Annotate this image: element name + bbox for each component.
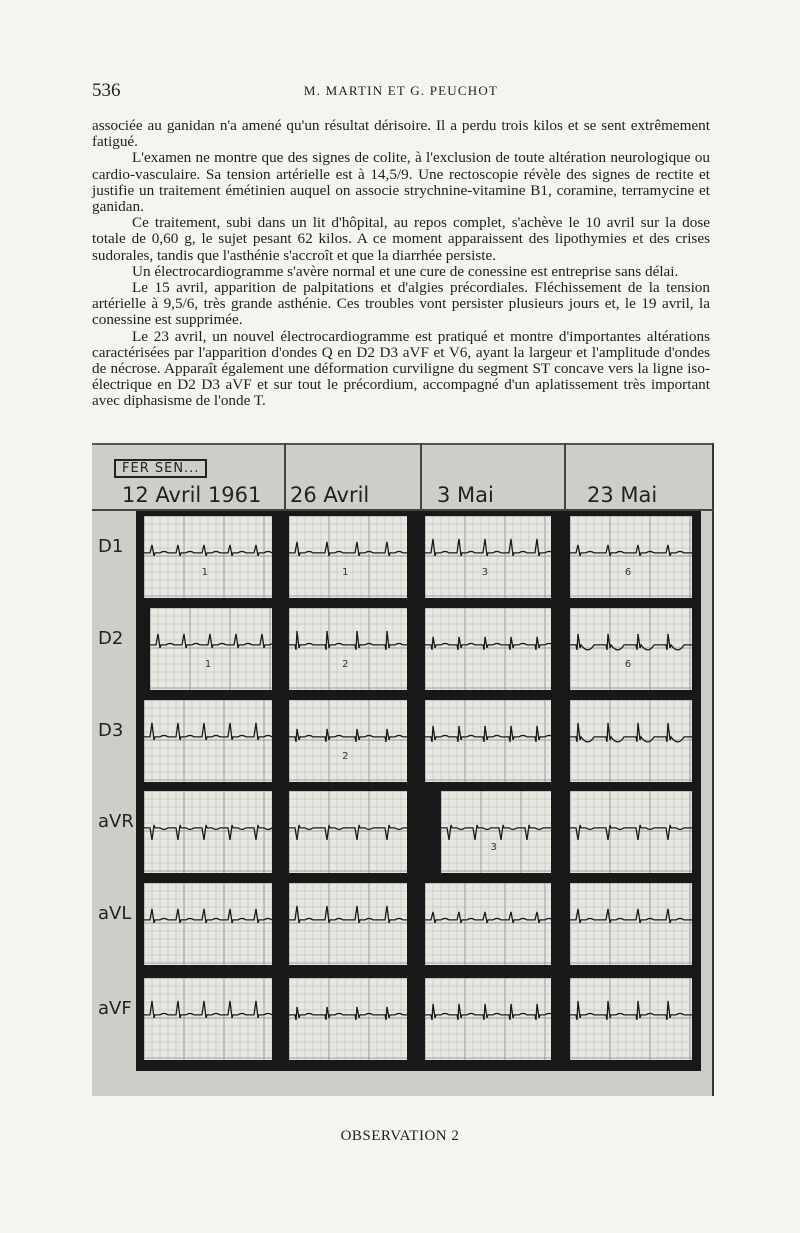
- page-header: [92, 80, 710, 102]
- paragraph: L'examen ne montre que des signes de colite, à l'exclusion de toute altération neurologique ou cardio-vasculaire. Sa tension artérielle est à 14,5/9. Une rectoscopie révèle des signes de rectite et justifie un traitement émétinien auquel on associe strychnine-vitamine B1, coramine, terramycine et ganidan.: [92, 149, 710, 216]
- ecg-strip: [150, 608, 272, 690]
- ecg-strip: [425, 608, 551, 690]
- ecg-strip: [570, 516, 692, 598]
- ecg-strip: [289, 700, 407, 782]
- column-divider: [284, 443, 286, 511]
- ecg-strip: [289, 883, 407, 965]
- strip-mark: 2: [342, 751, 349, 763]
- ecg-figure: [92, 443, 714, 1096]
- ecg-strip: [570, 700, 692, 782]
- ecg-strip: [144, 883, 272, 965]
- ecg-strip: [144, 516, 272, 598]
- figure-top-rule: [92, 443, 714, 445]
- paragraph: Un électrocardiogramme s'avère normal et une cure de conessine est entreprise sans délai.: [132, 262, 679, 280]
- ecg-strip: [570, 978, 692, 1060]
- lead-label: aVR: [98, 811, 134, 832]
- ecg-strip: [289, 516, 407, 598]
- ecg-strip: [425, 883, 551, 965]
- column-date-label: 26 Avril: [290, 483, 370, 507]
- ecg-strip: [441, 791, 551, 873]
- strip-mark: 3: [490, 842, 497, 854]
- ecg-strip: [570, 791, 692, 873]
- lead-label: D2: [98, 628, 124, 649]
- column-date-label: 12 Avril 1961: [122, 483, 262, 507]
- strip-mark: 6: [624, 567, 632, 579]
- patient-stamp: FER SEN...: [114, 459, 207, 478]
- ecg-strip: [144, 978, 272, 1060]
- figure-side-rule: [712, 443, 714, 1096]
- strip-mark: 6: [624, 659, 632, 671]
- paragraph: Ce traitement, subi dans un lit d'hôpital, au repos complet, s'achève le 10 avril sur la dose totale de 0,60 g, le sujet pesant 62 kilos. A ce moment apparaissent des lipothymies et des crises sudorales, tandis que l'asthénie s'accroît et que la diarrhée persiste.: [92, 214, 710, 264]
- ecg-strip: [425, 516, 551, 598]
- strip-mark: 1: [201, 567, 208, 579]
- ecg-strip: [144, 791, 272, 873]
- ecg-strip: [289, 978, 407, 1060]
- column-date-label: 3 Mai: [437, 483, 494, 507]
- ecg-strip: [425, 700, 551, 782]
- running-head: M. MARTIN ET G. PEUCHOT: [303, 83, 499, 98]
- lead-label: aVL: [98, 903, 132, 924]
- paragraph: Le 15 avril, apparition de palpitations et d'algies précordiales. Fléchissement de la tension artérielle à 9,5/6, très grande asthénie. Ces troubles vont persister plusieurs jours et, le 19 avril, la conessine est supprimée.: [92, 279, 710, 329]
- paragraph: associée au ganidan n'a amené qu'un résultat dérisoire. Il a perdu trois kilos et se sent extrêmement fatigué.: [92, 117, 710, 151]
- lead-label: aVF: [98, 998, 132, 1019]
- strip-mark: 1: [342, 567, 349, 579]
- strip-mark: 3: [481, 567, 489, 579]
- lead-label: D1: [98, 536, 124, 557]
- figure-caption: OBSERVATION 2: [340, 1128, 460, 1144]
- column-divider: [564, 443, 566, 511]
- ecg-strip: [289, 791, 407, 873]
- ecg-strip: [570, 883, 692, 965]
- column-divider: [420, 443, 422, 511]
- ecg-strip: [570, 608, 692, 690]
- ecg-strip: [144, 700, 272, 782]
- strip-mark: 1: [204, 659, 212, 671]
- ecg-strip: [289, 608, 407, 690]
- column-date-label: 23 Mai: [587, 483, 658, 507]
- ecg-strip: [425, 978, 551, 1060]
- page-number: 536: [92, 80, 121, 101]
- lead-label: D3: [98, 720, 124, 741]
- body-text: [92, 118, 710, 410]
- strip-mark: 2: [342, 659, 349, 671]
- paragraph: Le 23 avril, un nouvel électrocardiogramme est pratiqué et montre d'importantes altérations caractérisées par l'apparition d'ondes Q en D2 D3 aVF et V6, ayant la largeur et l'amplitude d'ondes de nécrose. Apparaît également une déformation curviligne du segment ST concave vers la ligne iso-électrique en D2 D3 aVF et sur tout le précordium, accompagné d'un aplatissement très important avec diphasisme de l'onde T.: [92, 327, 710, 410]
